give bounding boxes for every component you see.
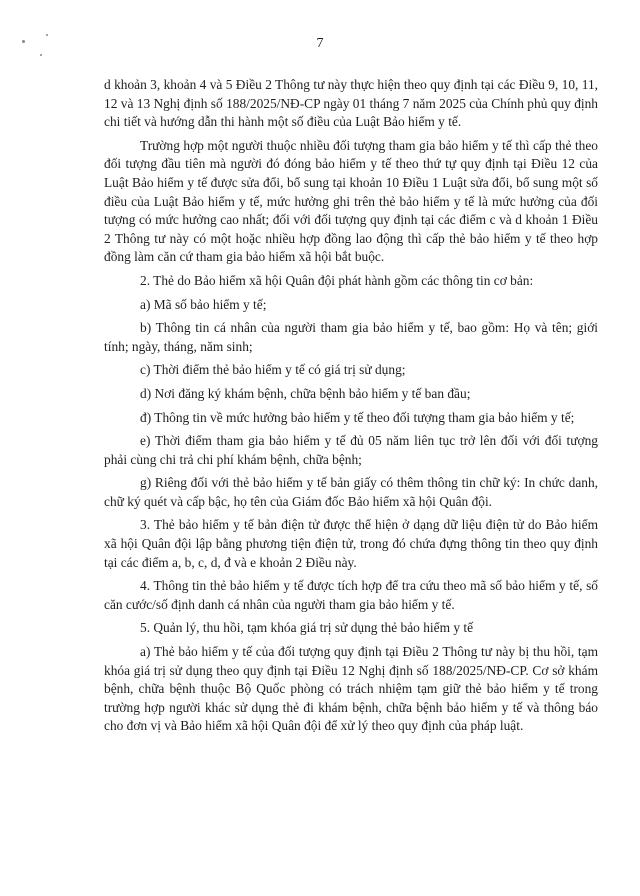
item-c: c) Thời điểm thẻ bảo hiểm y tế có giá trị sử dụng; xyxy=(140,362,406,378)
scan-speck xyxy=(40,54,42,56)
paragraph-clause-5: 5. Quản lý, thu hồi, tạm khóa giá trị sử dụng thẻ bảo hiểm y tế xyxy=(140,620,474,636)
item-e: e) Thời điểm tham gia bảo hiểm y tế đủ 05 năm liên tục trở lên đối với đối tượng phải cùng chi trả chi phí khám bệnh, chữa bệnh; xyxy=(104,433,598,467)
paragraph-clause-2: 2. Thẻ do Bảo hiểm xã hội Quân đội phát hành gồm các thông tin cơ bản: xyxy=(140,272,534,288)
paragraph-clause-4: 4. Thông tin thẻ bảo hiểm y tế được tích hợp để tra cứu theo mã số bảo hiểm y tế, số căn cước/số định danh cá nhân của người tham gia bảo hiểm y tế. xyxy=(104,578,598,612)
item-d: d) Nơi đăng ký khám bệnh, chữa bệnh bảo hiểm y tế ban đầu; xyxy=(140,385,471,401)
paragraph-clause-3: 3. Thẻ bảo hiểm y tế bản điện tử được thể hiện ở dạng dữ liệu điện tử do Bảo hiểm xã hội Quân đội lập bằng phương tiện điện tử, trong đó chứa đựng thông tin theo quy định tại các điểm a, b, c, d, đ và e khoản 2 Điều này. xyxy=(104,517,598,570)
document-body xyxy=(104,76,598,741)
item-g: g) Riêng đối với thẻ bảo hiểm y tế bản giấy có thêm thông tin chữ ký: In chức danh, chữ ký quét và cấp bậc, họ tên của Giám đốc Bảo hiểm xã hội Quân đội. xyxy=(104,475,598,509)
item-dd: đ) Thông tin về mức hưởng bảo hiểm y tế theo đối tượng tham gia bảo hiểm y tế; xyxy=(140,409,575,425)
paragraph-continuation: d khoản 3, khoản 4 và 5 Điều 2 Thông tư này thực hiện theo quy định tại các Điều 9, 10, 11, 12 và 13 Nghị định số 188/2025/NĐ-CP ngày 01 tháng 7 năm 2025 của Chính phủ quy định chi tiết và hướng dẫn thi hành một số điều của Luật Bảo hiểm y tế. xyxy=(104,77,598,130)
page-number: 7 xyxy=(316,36,324,51)
item-b: b) Thông tin cá nhân của người tham gia bảo hiểm y tế, bao gồm: Họ và tên; giới tính; ngày, tháng, năm sinh; xyxy=(104,320,598,354)
item-a: a) Mã số bảo hiểm y tế; xyxy=(140,296,267,312)
item-5a: a) Thẻ bảo hiểm y tế của đối tượng quy định tại Điều 2 Thông tư này bị thu hồi, tạm khóa giá trị sử dụng theo quy định tại Điều 12 Nghị định số 188/2025/NĐ-CP. Cơ sở khám bệnh, chữa bệnh thuộc Bộ Quốc phòng có trách nhiệm tạm giữ thẻ bảo hiểm y tế trong trường hợp người khác sử dụng thẻ đi khám bệnh, chữa bệnh bảo hiểm y tế và thông báo cho đơn vị và Bảo hiểm xã hội Quân đội để xử lý theo quy định của pháp luật. xyxy=(104,644,598,734)
paragraph-multiple-beneficiaries: Trường hợp một người thuộc nhiều đối tượng tham gia bảo hiểm y tế thì cấp thẻ theo đối tượng đầu tiên mà người đó đóng bảo hiểm y tế theo thứ tự quy định tại Điều 12 của Luật Bảo hiểm y tế được sửa đổi, bổ sung tại khoản 10 Điều 1 Luật sửa đổi, bổ sung một số điều của Luật Bảo hiểm y tế, mức hưởng ghi trên thẻ bảo hiểm y tế là mức hưởng của đối tượng có mức hưởng cao nhất; đối với đối tượng quy định tại các điểm c và d khoản 1 Điều 2 Thông tư này có một hoặc nhiều hợp đồng lao động thì cấp thẻ bảo hiểm y tế theo hợp đồng làm căn cứ tham gia bảo hiểm xã hội bắt buộc. xyxy=(104,137,598,265)
